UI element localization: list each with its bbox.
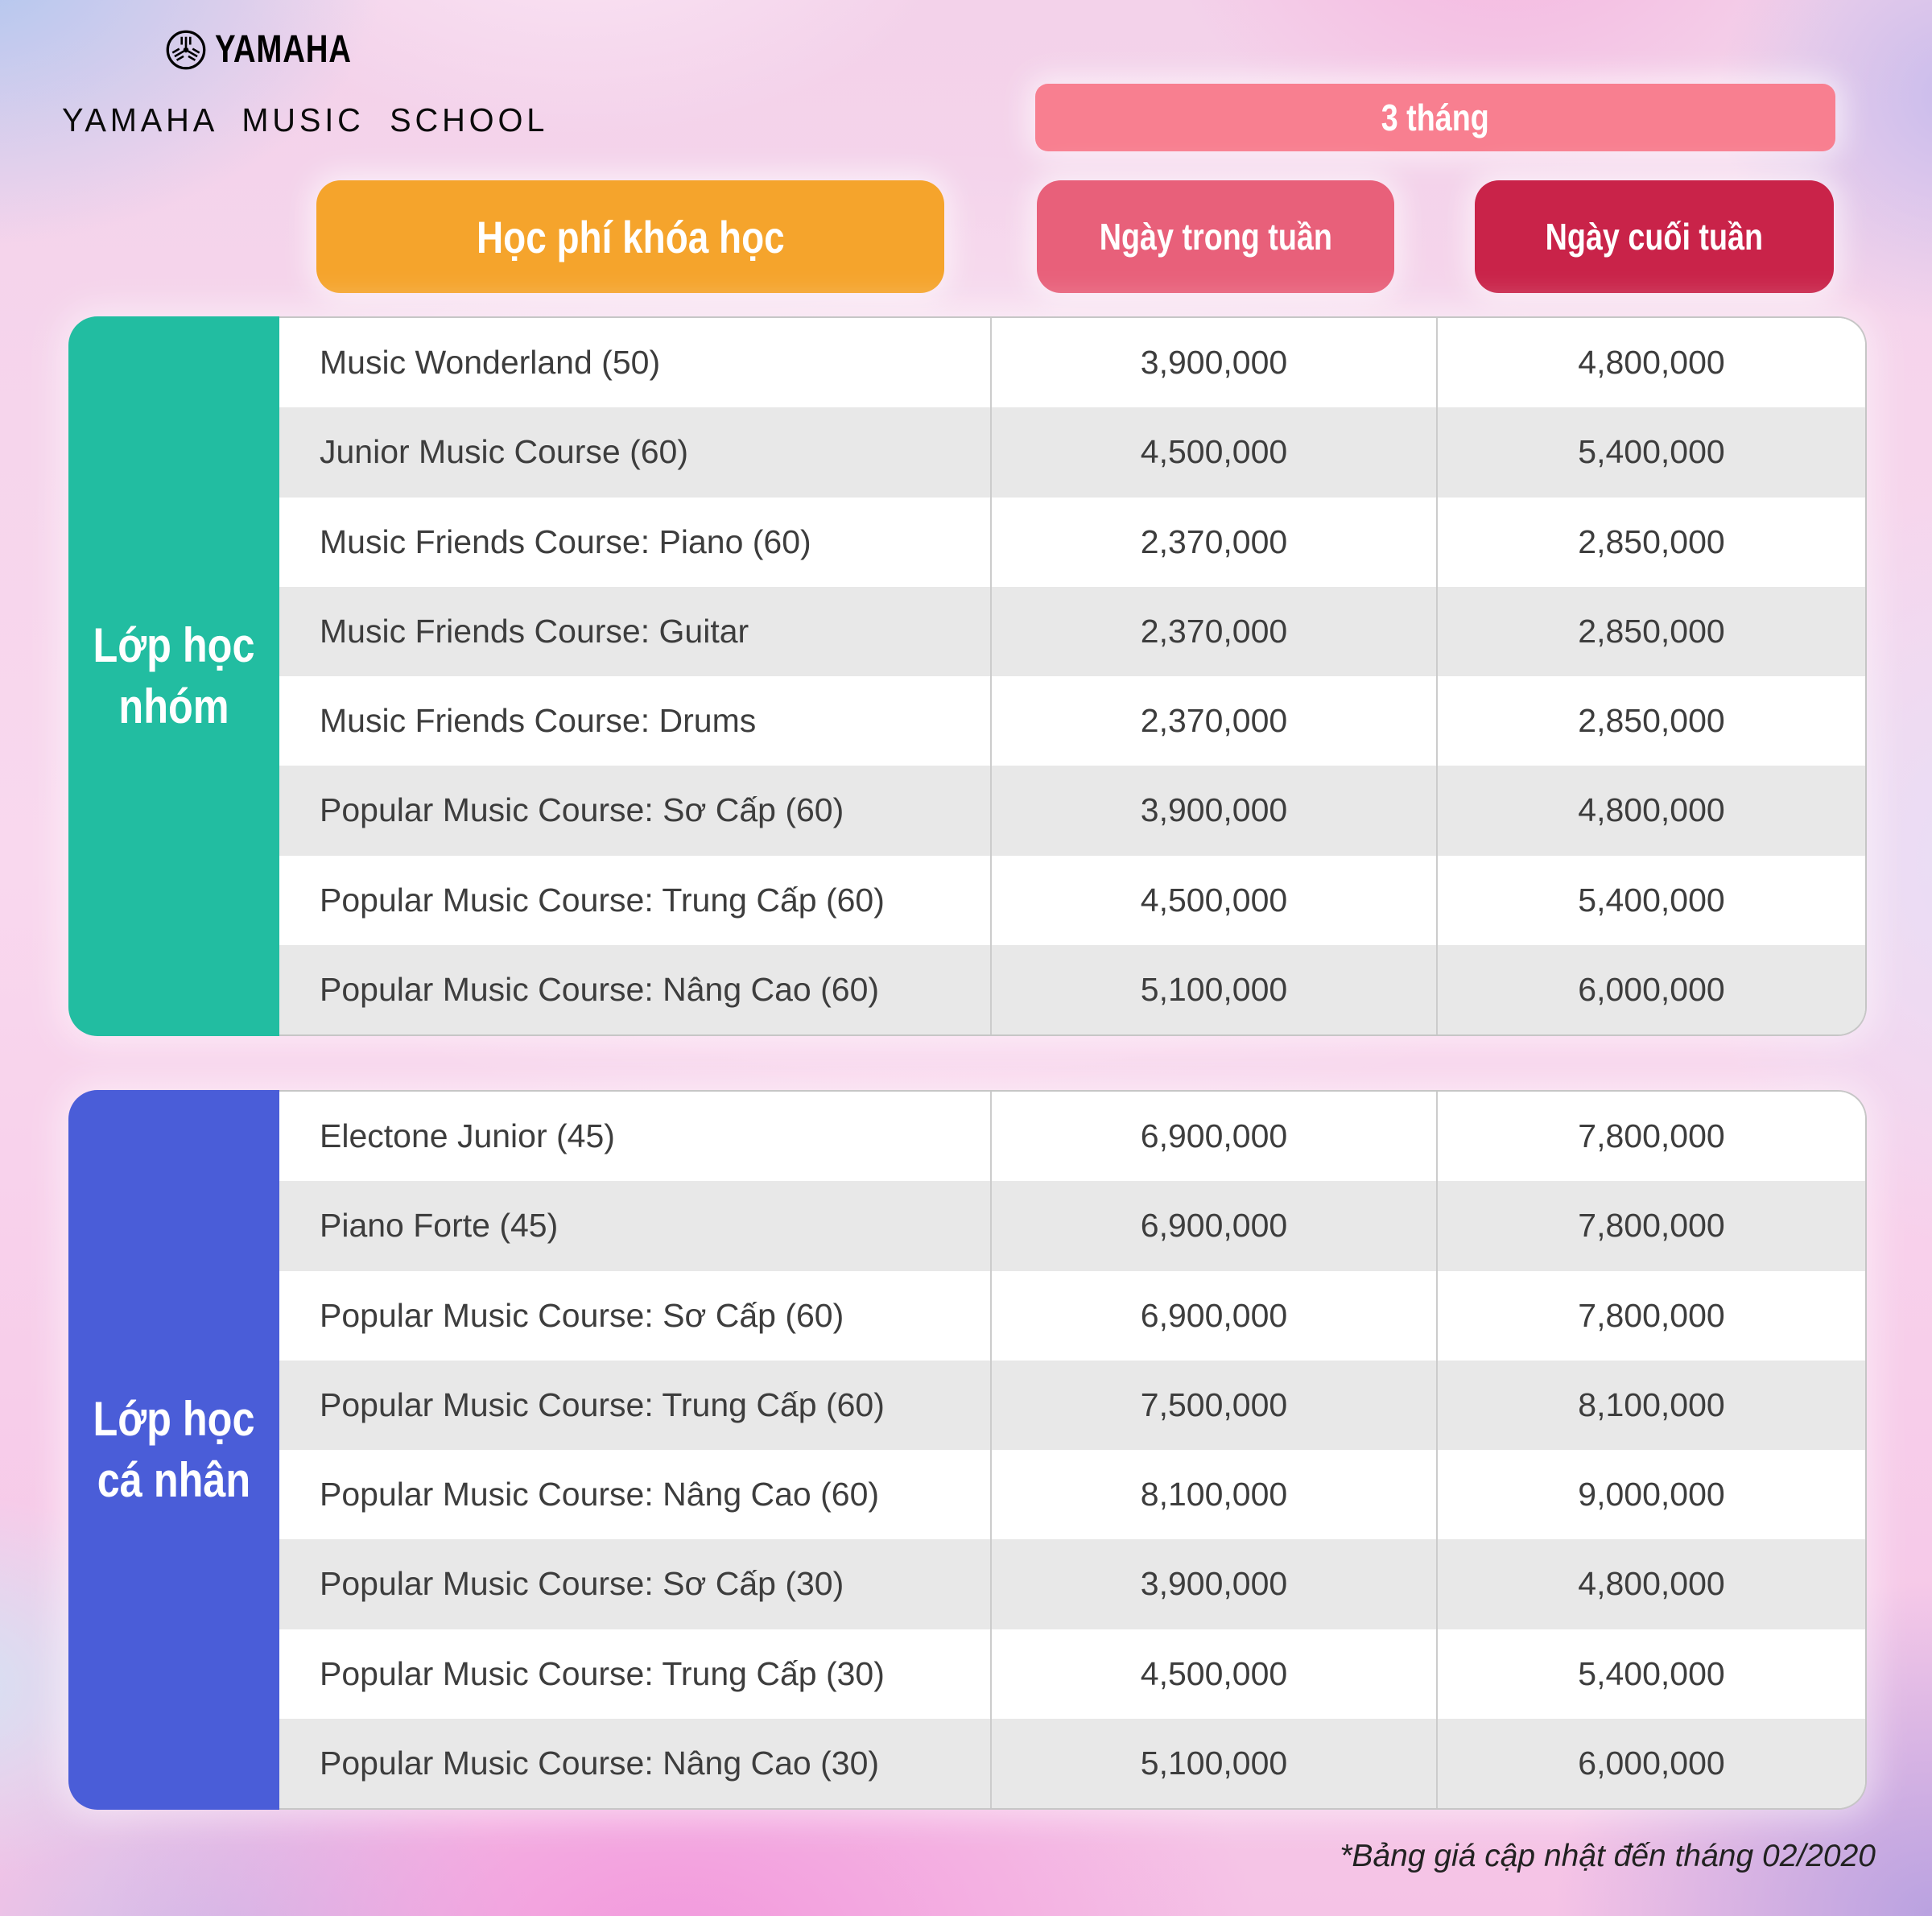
weekday-price-cell: 8,100,000 — [990, 1450, 1436, 1539]
weekend-price-cell: 5,400,000 — [1436, 407, 1865, 497]
individual-classes-table — [68, 1090, 1867, 1810]
weekday-label: Ngày trong tuần — [1099, 216, 1332, 258]
individual-classes-sidebar — [68, 1090, 279, 1810]
weekday-price-cell: 6,900,000 — [990, 1271, 1436, 1361]
table-row — [279, 1361, 1865, 1450]
weekend-price-cell: 6,000,000 — [1436, 945, 1865, 1034]
weekday-price-cell: 6,900,000 — [990, 1092, 1436, 1181]
course-name-cell: Popular Music Course: Trung Cấp (60) — [320, 1385, 885, 1423]
course-name-cell: Music Friends Course: Drums — [320, 702, 757, 740]
weekend-price-cell: 8,100,000 — [1436, 1361, 1865, 1450]
weekday-price-cell: 5,100,000 — [990, 1719, 1436, 1808]
course-name-cell: Popular Music Course: Sơ Cấp (60) — [320, 791, 844, 829]
period-label: 3 tháng — [1381, 97, 1490, 138]
course-name-cell: Piano Forte (45) — [320, 1207, 559, 1245]
course-name-cell: Popular Music Course: Sơ Cấp (60) — [320, 1296, 844, 1334]
weekend-price-cell: 4,800,000 — [1436, 1539, 1865, 1629]
weekday-price-cell: 2,370,000 — [990, 676, 1436, 766]
weekday-price-cell: 4,500,000 — [990, 856, 1436, 945]
weekend-price-cell: 2,850,000 — [1436, 676, 1865, 766]
table-row — [279, 1450, 1865, 1539]
group-classes-table — [68, 316, 1867, 1036]
course-name-cell: Music Friends Course: Piano (60) — [320, 522, 811, 560]
weekday-price-cell: 7,500,000 — [990, 1361, 1436, 1450]
course-name-cell: Music Friends Course: Guitar — [320, 612, 749, 650]
table-row — [279, 1539, 1865, 1629]
brand-logo — [165, 27, 386, 72]
table-row — [279, 1271, 1865, 1361]
individual-classes-rows — [279, 1090, 1867, 1810]
table-row — [279, 587, 1865, 676]
course-name-cell: Popular Music Course: Sơ Cấp (30) — [320, 1565, 844, 1603]
weekend-price-cell: 7,800,000 — [1436, 1181, 1865, 1270]
weekday-price-cell: 6,900,000 — [990, 1181, 1436, 1270]
weekend-price-cell: 2,850,000 — [1436, 587, 1865, 676]
weekday-price-cell: 2,370,000 — [990, 498, 1436, 587]
table-row — [279, 318, 1865, 407]
period-header-pill — [1035, 84, 1835, 151]
course-name-cell: Popular Music Course: Nâng Cao (60) — [320, 1476, 880, 1513]
table-row — [279, 1719, 1865, 1808]
table-row — [279, 945, 1865, 1034]
weekday-price-cell: 2,370,000 — [990, 587, 1436, 676]
weekend-price-cell: 4,800,000 — [1436, 318, 1865, 407]
weekend-price-cell: 9,000,000 — [1436, 1450, 1865, 1539]
weekday-header-pill — [1037, 180, 1394, 293]
brand-wordmark: YAMAHA — [215, 28, 352, 71]
individual-classes-label: Lớp học cá nhân — [93, 1391, 255, 1507]
weekday-price-cell: 3,900,000 — [990, 766, 1436, 855]
fee-label: Học phí khóa học — [476, 211, 785, 262]
course-name-cell: Popular Music Course: Trung Cấp (60) — [320, 881, 885, 919]
table-row — [279, 1092, 1865, 1181]
table-row — [279, 676, 1865, 766]
weekday-price-cell: 3,900,000 — [990, 318, 1436, 407]
course-name-cell: Popular Music Course: Trung Cấp (30) — [320, 1654, 885, 1692]
weekday-price-cell: 5,100,000 — [990, 945, 1436, 1034]
course-name-cell: Junior Music Course (60) — [320, 433, 688, 471]
weekend-price-cell: 7,800,000 — [1436, 1092, 1865, 1181]
weekend-header-pill — [1475, 180, 1834, 293]
update-note: *Bảng giá cập nhật đến tháng 02/2020 — [1340, 1839, 1876, 1873]
weekend-price-cell: 2,850,000 — [1436, 498, 1865, 587]
course-name-cell: Music Wonderland (50) — [320, 344, 661, 382]
weekday-price-cell: 4,500,000 — [990, 407, 1436, 497]
course-name-cell: Popular Music Course: Nâng Cao (30) — [320, 1744, 880, 1782]
table-row — [279, 1181, 1865, 1270]
weekend-price-cell: 7,800,000 — [1436, 1271, 1865, 1361]
weekend-price-cell: 6,000,000 — [1436, 1719, 1865, 1808]
weekend-price-cell: 4,800,000 — [1436, 766, 1865, 855]
group-classes-rows — [279, 316, 1867, 1036]
group-classes-sidebar — [68, 316, 279, 1036]
table-row — [279, 407, 1865, 497]
group-classes-label: Lớp học nhóm — [93, 617, 255, 733]
school-name: YAMAHA MUSIC SCHOOL — [62, 101, 549, 138]
weekend-price-cell: 5,400,000 — [1436, 856, 1865, 945]
weekday-price-cell: 4,500,000 — [990, 1629, 1436, 1719]
course-name-cell: Popular Music Course: Nâng Cao (60) — [320, 970, 880, 1008]
yamaha-tuning-forks-icon — [165, 29, 207, 71]
table-row — [279, 498, 1865, 587]
table-row — [279, 856, 1865, 945]
course-name-cell: Electone Junior (45) — [320, 1117, 615, 1155]
fee-header-pill — [316, 180, 944, 293]
weekday-price-cell: 3,900,000 — [990, 1539, 1436, 1629]
weekend-label: Ngày cuối tuần — [1545, 216, 1764, 258]
table-row — [279, 766, 1865, 855]
table-row — [279, 1629, 1865, 1719]
weekend-price-cell: 5,400,000 — [1436, 1629, 1865, 1719]
